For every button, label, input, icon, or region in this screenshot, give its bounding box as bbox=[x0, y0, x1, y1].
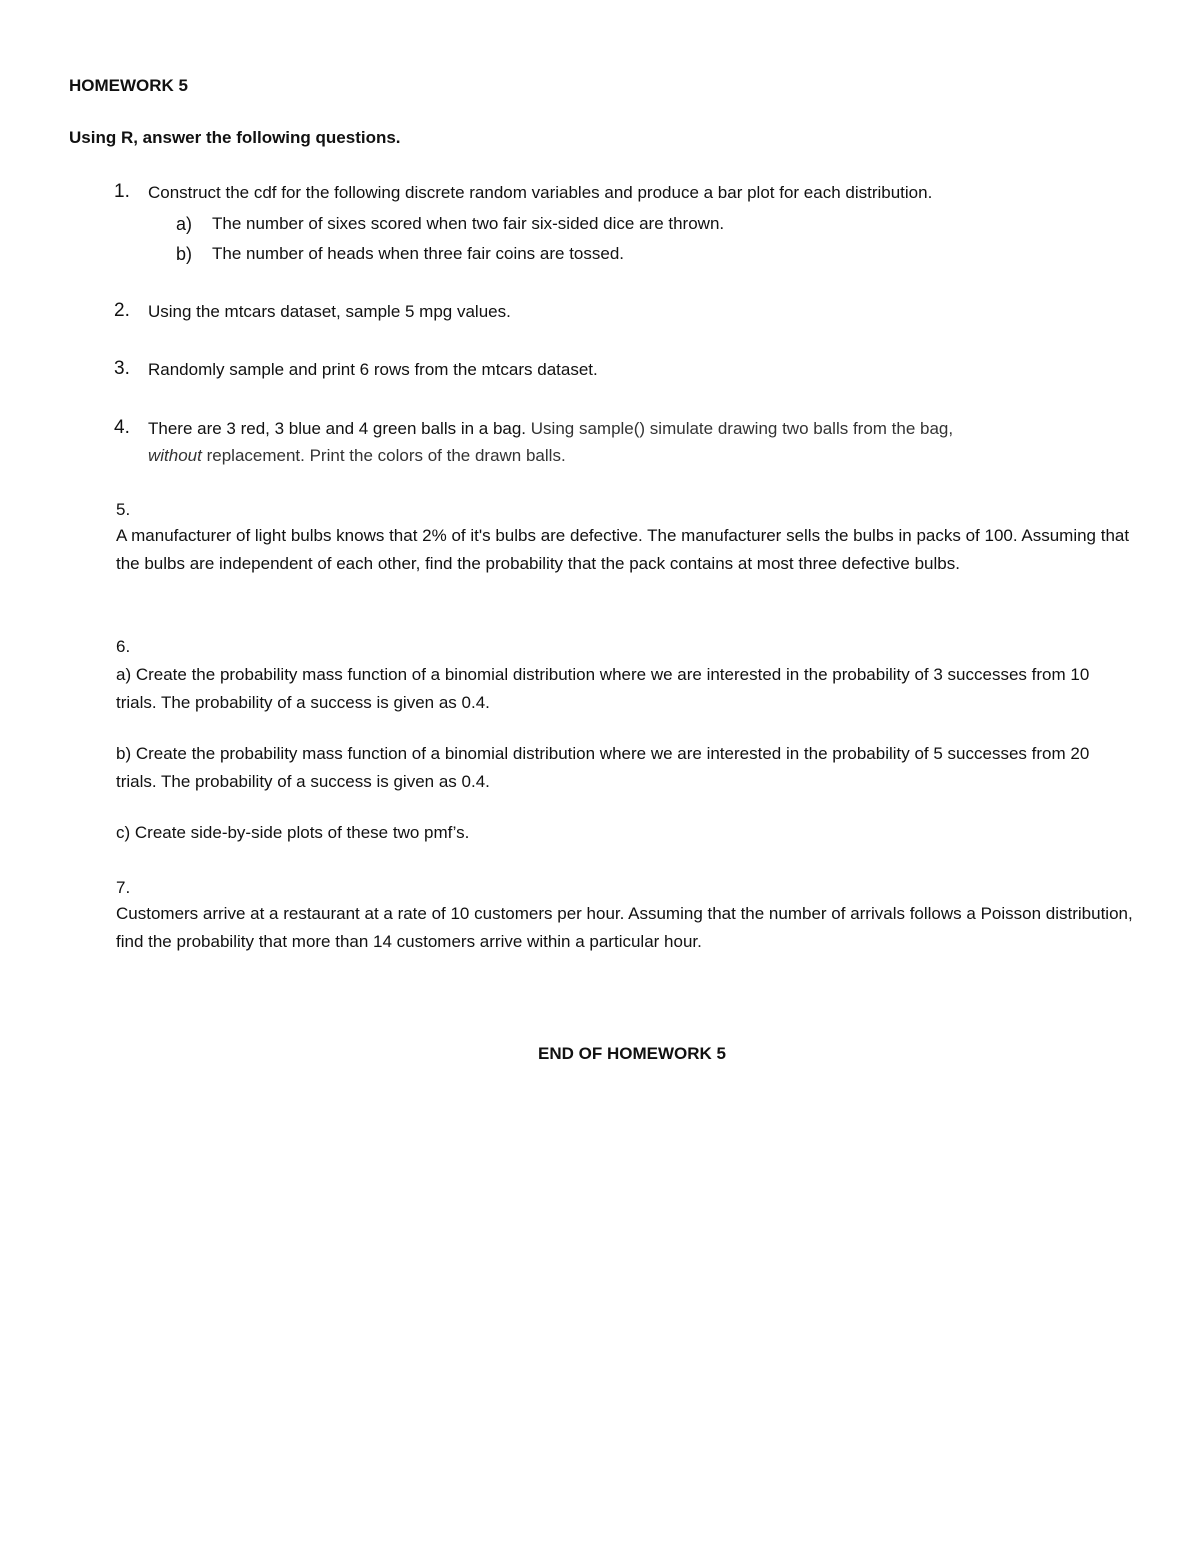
question-4-line2 bbox=[148, 442, 566, 470]
question-7-number: 7. bbox=[116, 878, 131, 897]
question-3-text: Randomly sample and print 6 rows from the mtcars dataset. bbox=[148, 360, 598, 379]
instructions: Using R, answer the following questions. bbox=[69, 128, 401, 147]
question-4-number: 4. bbox=[114, 417, 130, 438]
question-2-number: 2. bbox=[114, 300, 130, 321]
question-1-number: 1. bbox=[114, 181, 130, 202]
question-4-text-part1: There are 3 red, 3 blue and 4 green balls in a bag. bbox=[148, 419, 527, 438]
question-4-text-part2: Using sample() simulate drawing two balls from the bag, bbox=[526, 419, 954, 438]
question-7-text: Customers arrive at a restaurant at a rate of 10 customers per hour. Assuming that the number of arrivals follows a Poisson distribution, find the probability that more than 14 customers arrive within a particular hour. bbox=[116, 904, 1133, 951]
question-6b-text: b) Create the probability mass function of a binomial distribution where we are interested in the probability of 5 successes from 20 trials. The probability of a success is given as 0.4. bbox=[116, 744, 1090, 791]
question-4-line1 bbox=[148, 415, 953, 443]
question-3-number: 3. bbox=[114, 358, 130, 379]
question-6a-text: a) Create the probability mass function of a binomial distribution where we are interested in the probability of 3 successes from 10 trials. The probability of a success is given as 0.4. bbox=[116, 665, 1090, 712]
question-1-text: Construct the cdf for the following discrete random variables and produce a bar plot for each distribution. bbox=[148, 183, 933, 202]
question-1b-label: b) bbox=[176, 244, 193, 264]
question-4-text-part3: replacement. Print the colors of the drawn balls. bbox=[201, 446, 566, 465]
question-1b-text: The number of heads when three fair coins are tossed. bbox=[212, 244, 625, 263]
question-5-number: 5. bbox=[116, 500, 131, 519]
question-5-text: A manufacturer of light bulbs knows that 2% of it's bulbs are defective. The manufacturer sells the bulbs in packs of 100. Assuming that the bulbs are independent of each other, find the probability that the pack contains at most three defective bulbs. bbox=[116, 526, 1130, 573]
question-1a-text: The number of sixes scored when two fair six-sided dice are thrown. bbox=[212, 214, 725, 233]
question-6-number: 6. bbox=[116, 637, 131, 656]
question-2-text: Using the mtcars dataset, sample 5 mpg values. bbox=[148, 302, 511, 321]
end-footer: END OF HOMEWORK 5 bbox=[538, 1044, 726, 1063]
question-6c-text: c) Create side-by-side plots of these two pmf’s. bbox=[116, 823, 470, 842]
question-4-italic: without bbox=[148, 446, 202, 465]
document-title: HOMEWORK 5 bbox=[69, 76, 188, 95]
question-1a-label: a) bbox=[176, 214, 193, 234]
